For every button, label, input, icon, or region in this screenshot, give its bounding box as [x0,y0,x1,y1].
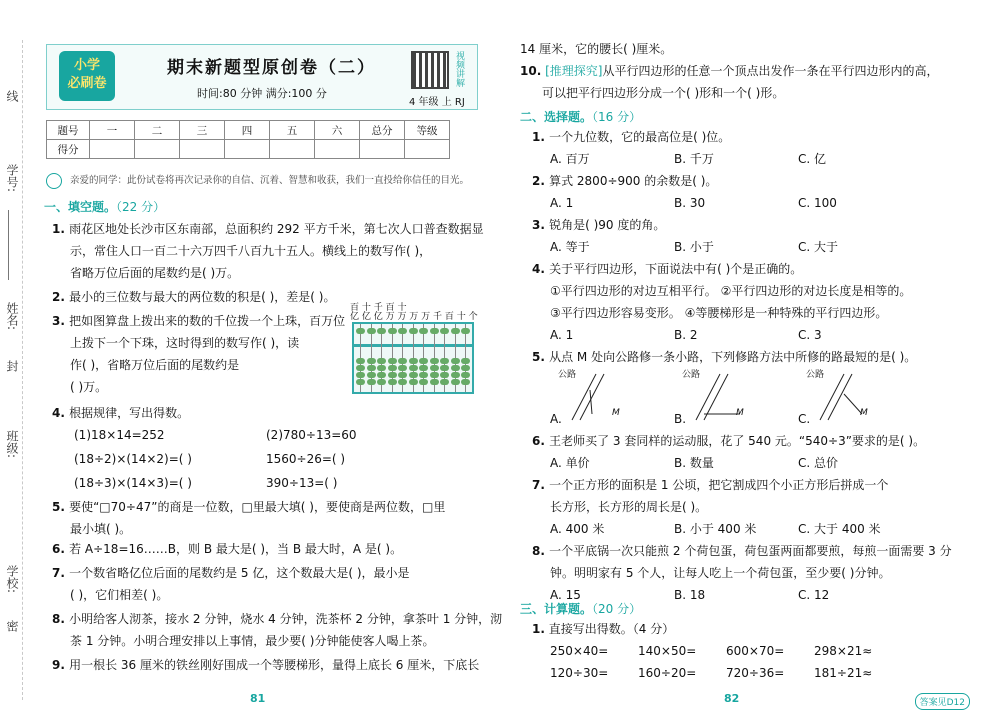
section-3-points: （20 分） [592,602,642,616]
question-text: 雨花区地处长沙市区东南部，总面积约 292 平方千米，第七次人口普查数据显 [69,222,484,236]
right-page [520,0,990,716]
abacus-bead [430,358,439,364]
choice-option[interactable]: C. [798,412,811,426]
choice-option[interactable]: A. 1 [550,196,574,210]
question-number: 1. [52,222,70,236]
score-cell[interactable] [180,140,225,159]
choice-text: 王老师买了 3 套同样的运动服，花了 540 元。“540÷3”要求的是( )。 [549,434,926,448]
score-header-cell: 三 [180,121,225,140]
gutter-id-label: 学号: [5,164,19,193]
choice-question-cont: 钟。明明家有 5 个人，让每人吃上一个荷包蛋，至少要( )分钟。 [550,566,891,580]
question-line [52,288,335,307]
left-page [40,0,503,716]
abacus-bead [461,328,470,334]
question-line [70,632,434,651]
road-label: 公路 [558,370,577,380]
choice-text: 一个平底锅一次只能煎 2 个荷包蛋，荷包蛋两面都要煎，每煎一面需要 3 分 [549,544,952,558]
choice-question [532,172,717,191]
gutter-id-line [8,210,9,280]
calc-item: 181÷21≈ [814,666,873,680]
choice-number: 3. [532,218,550,232]
question-text: ( )万。 [70,380,108,394]
q10 [520,62,938,81]
question-line [52,312,345,331]
calc-q1 [532,620,674,639]
choice-option[interactable]: C. 大于 [798,240,839,254]
question-line [52,498,445,517]
score-cell[interactable] [135,140,180,159]
section-3-title [520,600,641,619]
abacus-bead [409,372,418,378]
abacus-bead [388,358,397,364]
choice-question [532,542,952,561]
choice-text: 一个正方形的面积是 1 公顷，把它割成四个小正方形后拼成一个 [549,478,889,492]
question-text: 上拨下一个下珠，这时得到的数写作( )，读 [70,336,300,350]
gutter-feng: 封 [5,360,19,372]
choice-text: 从点 M 处向公路修一条小路，下列修路方法中所修的路最短的是( )。 [549,350,917,364]
section-1-title [44,198,165,217]
choice-option[interactable]: B. 小于 [674,240,714,254]
choice-text: 关于平行四边形，下面说法中有( )个是正确的。 [549,262,803,276]
question-text: 把如图算盘上拨出来的数的千位拨一个上珠，百万位 [69,314,346,328]
abacus-bead [440,372,449,378]
question-number: 3. [52,314,70,328]
score-header-cell: 等级 [405,121,450,140]
abacus-bead [388,379,397,385]
choice-question [532,348,916,367]
question-number: 4. [52,406,70,420]
q4-right-expr: (2)780÷13=60 [266,428,357,442]
abacus-bead [451,372,460,378]
question-text: 一个数省略亿位后面的尾数约是 5 亿，这个数最大是( )，最小是 [69,566,410,580]
abacus-bead [367,372,376,378]
abacus-bead [419,328,428,334]
score-row-label: 得分 [47,140,90,159]
abacus-bead [398,358,407,364]
calc-item: 140×50= [638,644,697,658]
score-cell[interactable] [90,140,135,159]
score-header-cell: 题号 [47,121,90,140]
score-header-cell: 六 [315,121,360,140]
q4-left-expr: (18÷2)×(14×2)=( ) [74,452,192,466]
choice-option[interactable]: B. 30 [674,196,706,210]
abacus-bead [398,372,407,378]
calc-number: 1. [532,622,545,636]
choice-option[interactable]: A. [550,412,562,426]
question-line [70,264,239,283]
choice-question [532,476,888,495]
question-text: 示，常住人口一百二十六万四千八百九十五人。横线上的数写作( )， [70,244,432,258]
path-line [590,390,592,414]
question-number: 2. [52,290,70,304]
score-cell[interactable] [315,140,360,159]
abacus-bead [461,372,470,378]
abacus-bead [430,372,439,378]
abacus-bead [398,379,407,385]
brand-logo [59,51,115,101]
abacus-bead [461,358,470,364]
question-text: 若 A÷18=16……B，则 B 最大是( )，当 B 最大时，A 是( )。 [69,542,403,556]
logo-line-2: 必刷卷 [67,76,107,91]
choice-statement: ①平行四边形的对边互相平行。 ②平行四边形的对边长度是相等的。 [550,284,912,298]
abacus-bead [356,379,365,385]
score-cell[interactable] [360,140,405,159]
choice-number: 6. [532,434,550,448]
abacus-bead [388,328,397,334]
exam-meta: 时间:80 分钟 满分:100 分 [197,87,327,100]
square-split-figure [908,480,968,502]
score-table [46,120,450,159]
abacus-labels [350,304,478,322]
abacus-bead [409,358,418,364]
abacus-bead [440,358,449,364]
section-2-points: （16 分） [592,110,642,124]
choice-number: 2. [532,174,550,188]
abacus-label-top: 百 十 千 百 十 [350,303,407,313]
gutter-xian: 线 [5,90,19,102]
abacus-bead [367,379,376,385]
question-text: 最小的三位数与最大的两位数的积是( )，差是( )。 [69,290,336,304]
abacus-bead [409,328,418,334]
abacus-bead [409,365,418,371]
abacus-bead [398,365,407,371]
calc-item: 120÷30= [550,666,609,680]
abacus-bead [461,379,470,385]
abacus-bead [367,358,376,364]
abacus-bead [451,379,460,385]
q10-line-1: 从平行四边形的任意一个顶点出发作一条在平行四边形内的高， [602,64,939,78]
choice-option[interactable]: A. 15 [550,588,581,602]
choice-text: 锐角是( )90 度的角。 [549,218,666,232]
page-number-right: 82 [724,692,740,705]
choice-option[interactable]: C. 亿 [798,152,827,166]
question-text: 作( )，省略万位后面的尾数约是 [70,358,240,372]
abacus-figure [352,322,474,394]
abacus-bead [377,365,386,371]
abacus-bead [430,365,439,371]
question-line [70,378,107,397]
score-header-cell: 一 [90,121,135,140]
abacus-bead [451,328,460,334]
road-label: 公路 [806,370,825,380]
choice-option[interactable]: C. 大于 400 米 [798,522,881,536]
choice-option[interactable]: B. 小于 400 米 [674,522,757,536]
answer-badge[interactable]: 答案见D12 [915,693,970,710]
section-2-title [520,108,641,127]
choice-number: 4. [532,262,550,276]
q10-number: 10. [520,64,542,78]
calc-prompt: 直接写出得数。（4 分） [548,622,675,636]
score-header-cell: 五 [270,121,315,140]
abacus-bead [356,365,365,371]
choice-option[interactable]: C. 100 [798,196,837,210]
q10-line-2: 可以把平行四边形分成一个( )形和一个( )形。 [542,86,785,100]
abacus-bead [419,365,428,371]
abacus-bead [367,328,376,334]
choice-option[interactable]: A. 400 米 [550,522,605,536]
choice-number: 7. [532,478,550,492]
calc-item: 298×21≈ [814,644,873,658]
q9-continuation: 14 厘米，它的腰长( )厘米。 [520,42,673,56]
choice-question-cont: 长方形，长方形的周长是( )。 [550,500,708,514]
section-2-label: 二、选择题。 [520,110,593,124]
score-cell[interactable] [225,140,270,159]
question-line [70,520,131,539]
grade-label: 4 年级 上 RJ [409,97,465,108]
gutter-school-label: 学校: [5,565,19,594]
binding-gutter [0,0,38,716]
abacus-bead [440,365,449,371]
abacus-bead [430,379,439,385]
choice-text: 算式 2800÷900 的余数是( )。 [549,174,718,188]
question-number: 9. [52,658,70,672]
calc-item: 160÷20= [638,666,697,680]
gutter-class-label: 班级: [5,430,19,459]
choice-number: 8. [532,544,550,558]
point-m-label: M [736,408,744,418]
encouragement-note [46,172,469,189]
calc-item: 720÷36= [726,666,785,680]
logo-line-1: 小学 [73,58,100,73]
abacus-bead [356,328,365,334]
question-line [70,586,168,605]
abacus-bead [430,328,439,334]
section-1-points: （22 分） [116,200,166,214]
question-text: ( )，它们相差( )。 [70,588,169,602]
choice-number: 5. [532,350,550,364]
question-line [52,656,479,675]
question-line [70,334,299,353]
question-text: 根据规律，写出得数。 [69,406,190,420]
question-text: 省略万位后面的尾数约是( )万。 [70,266,240,280]
choice-option[interactable]: C. 3 [798,328,822,342]
choice-option[interactable]: C. 12 [798,588,830,602]
score-header-cell: 二 [135,121,180,140]
abacus-bead [377,379,386,385]
score-header-cell: 总分 [360,121,405,140]
abacus-bead [356,372,365,378]
abacus-bead [367,365,376,371]
note-text: 亲爱的同学：此份试卷将再次记录你的自信、沉着、智慧和收获，我们一直投给你信任的目光。 [70,175,470,186]
point-m-label: M [612,408,620,418]
road-label: 公路 [682,370,701,380]
abacus-bead [440,328,449,334]
choice-question [532,216,665,235]
choice-option[interactable]: B. 18 [674,588,706,602]
abacus-bead [409,379,418,385]
exam-header [46,44,478,110]
question-text: 小明给客人沏茶，接水 2 分钟，烧水 4 分钟，洗茶杯 2 分钟，拿茶叶 1 分钟，沏 [69,612,503,626]
choice-question [532,432,925,451]
question-number: 7. [52,566,70,580]
question-line [52,540,402,559]
abacus-label-bottom: 亿 亿 亿 万 万 万 万 千 百 十 个 [350,312,478,322]
page-number-left: 81 [250,692,266,705]
choice-option[interactable]: B. [674,412,687,426]
choice-option[interactable]: B. 数量 [674,456,714,470]
question-line [70,356,239,375]
question-number: 6. [52,542,70,556]
abacus-bead [451,365,460,371]
choice-question [532,128,730,147]
choice-option[interactable]: A. 等于 [550,240,590,254]
question-line [52,610,502,629]
choice-option[interactable]: A. 单价 [550,456,590,470]
point-m-label: M [860,408,868,418]
abacus-bead [388,372,397,378]
calc-item: 250×40= [550,644,609,658]
q10-tag: [推理探究] [545,64,603,78]
section-3-label: 三、计算题。 [520,602,593,616]
abacus-bead [440,379,449,385]
choice-option[interactable]: A. 百万 [550,152,590,166]
abacus-bead [451,358,460,364]
qr-code-icon[interactable] [411,51,449,89]
abacus-bead [388,365,397,371]
question-text: 要使“□70÷47”的商是一位数，□里最大填( )，要使商是两位数，□里 [69,500,446,514]
gutter-mi: 密 [5,620,19,632]
section-1-label: 一、填空题。 [44,200,117,214]
choice-question [532,260,802,279]
question-line [70,242,431,261]
choice-option[interactable]: A. 1 [550,328,574,342]
abacus-bead [398,328,407,334]
abacus-bead [377,328,386,334]
score-header-cell: 四 [225,121,270,140]
abacus-bead [461,365,470,371]
q4-left-expr: (1)18×14=252 [74,428,165,442]
q4-left-expr: (18÷3)×(14×3)=( ) [74,476,192,490]
cut-line [22,40,23,700]
smile-icon [46,173,62,189]
choice-number: 1. [532,130,550,144]
gutter-name-label: 姓名: [5,302,19,331]
abacus-bead [356,358,365,364]
q4-right-expr: 390÷13=( ) [266,476,338,490]
choice-option[interactable]: B. 2 [674,328,698,342]
score-cell[interactable] [405,140,450,159]
question-line [52,220,484,239]
calc-item: 600×70= [726,644,785,658]
question-number: 8. [52,612,70,626]
abacus-bead [377,372,386,378]
score-cell[interactable] [270,140,315,159]
choice-statement: ③平行四边形容易变形。 ④等腰梯形是一种特殊的平行四边形。 [550,306,888,320]
abacus-bead [419,372,428,378]
question-text: 最小填( )。 [70,522,132,536]
qr-label: 视频讲解 [454,51,464,87]
question-line [52,404,189,423]
question-number: 5. [52,500,70,514]
abacus-bead [377,358,386,364]
question-text: 用一根长 36 厘米的铁丝刚好围成一个等腰梯形，量得上底长 6 厘米，下底长 [69,658,480,672]
choice-option[interactable]: C. 总价 [798,456,839,470]
question-line [52,564,410,583]
q4-right-expr: 1560÷26=( ) [266,452,346,466]
choice-text: 一个九位数，它的最高位是( )位。 [549,130,731,144]
exam-title: 期末新题型原创卷（二） [167,58,376,78]
abacus-bead [419,379,428,385]
choice-option[interactable]: B. 千万 [674,152,714,166]
question-text: 茶 1 分钟。小明合理安排以上事情，最少要( )分钟能使客人喝上茶。 [70,634,435,648]
abacus-bead [419,358,428,364]
